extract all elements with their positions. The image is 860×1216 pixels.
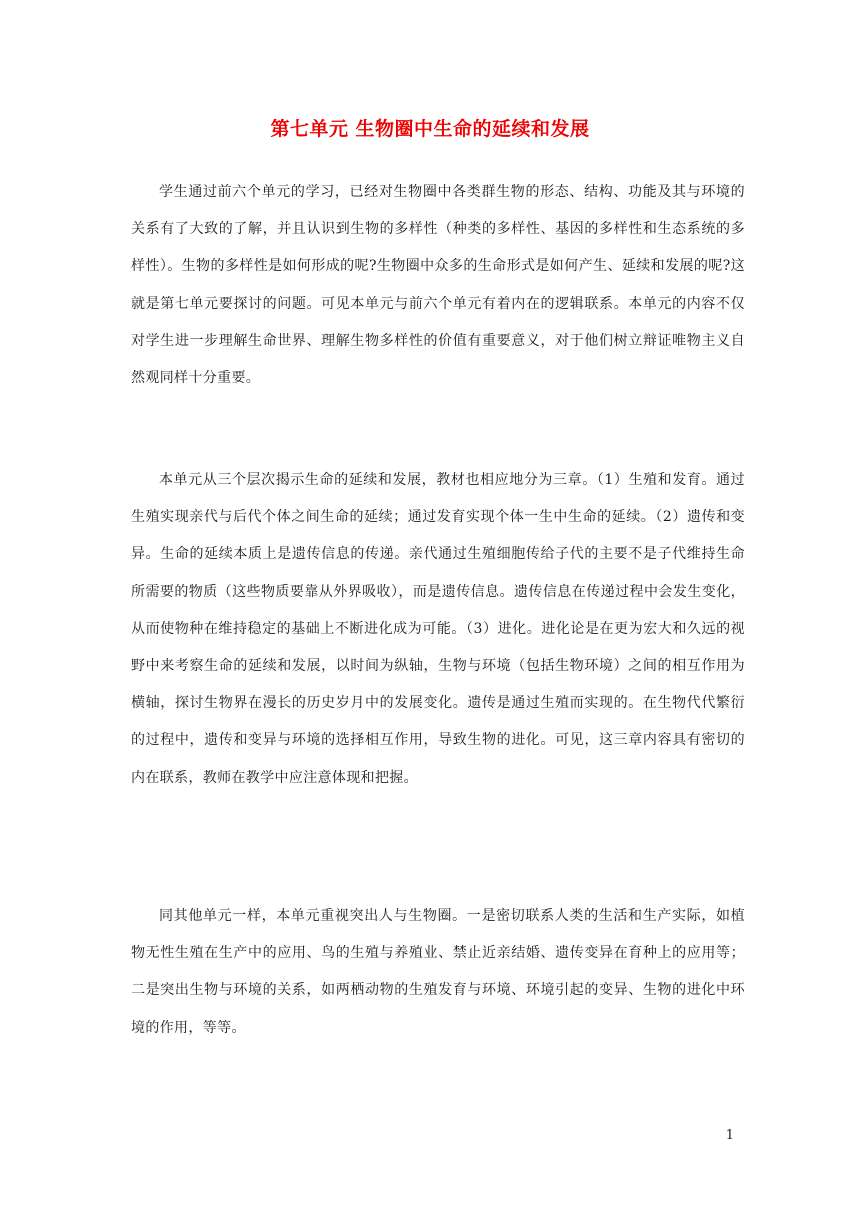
paragraph-intro: 学生通过前六个单元的学习，已经对生物圈中各类群生物的形态、结构、功能及其与环境的关系有了大致的了解，并且认识到生物的多样性（种类的多样性、基因的多样性和生态系统的多样性）。生物的多样性是如何形成的呢?生物圈中众多的生命形式是如何产生、延续和发展的呢?这就是第七单元要探讨的问题。可见本单元与前六个单元有着内在的逻辑联系。本单元的内容不仅对学生进一步理解生命世界、理解生物多样性的价值有重要意义，对于他们树立辩证唯物主义自然观同样十分重要。 xyxy=(131,184,745,387)
page-number: 1 xyxy=(725,1128,734,1143)
paragraph-human-biosphere: 同其他单元一样，本单元重视突出人与生物圈。一是密切联系人类的生活和生产实际，如植物无性生殖在生产中的应用、鸟的生殖与养殖业、禁止近亲结婚、遗传变异在育种上的应用等；二是突出生物与环境的关系，如两栖动物的生殖发育与环境、环境引起的变异、生物的进化中环境的作用，等等。 xyxy=(131,908,745,1036)
paragraph-structure: 本单元从三个层次揭示生命的延续和发展，教材也相应地分为三章。（1）生殖和发育。通过生殖实现亲代与后代个体之间生命的延续；通过发育实现个体一生中生命的延续。（2）遗传和变异。生命的延续本质上是遗传信息的传递。亲代通过生殖细胞传给子代的主要不是子代维持生命所需要的物质（这些物质要靠从外界吸收），而是遗传信息。遗传信息在传递过程中会发生变化，从而使物种在维持稳定的基础上不断进化成为可能。（3）进化。进化论是在更为宏大和久远的视野中来考察生命的延续和发展，以时间为纵轴，生物与环境（包括生物环境）之间的相互作用为横轴，探讨生物界在漫长的历史岁月中的发展变化。遗传是通过生殖而实现的。在生物代代繁衍的过程中，遗传和变异与环境的选择相互作用，导致生物的进化。可见，这三章内容具有密切的内在联系，教师在教学中应注意体现和把握。 xyxy=(131,472,745,786)
document-title: 第七单元 生物圈中生命的延续和发展 xyxy=(270,118,590,140)
